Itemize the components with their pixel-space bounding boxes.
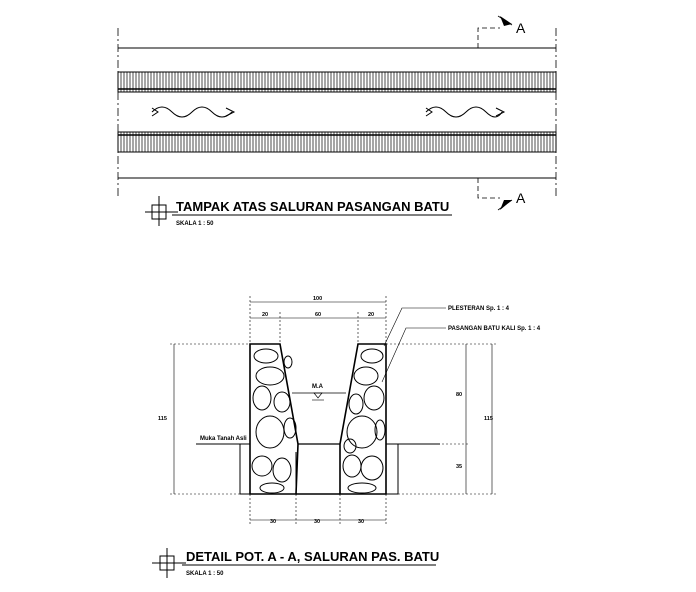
- section-mark-top: A: [516, 20, 526, 36]
- water-level-icon: [314, 393, 322, 398]
- dim-top-total: 100: [313, 296, 323, 302]
- plan-scale: SKALA 1 : 50: [176, 221, 214, 227]
- dim-right-upper: 80: [456, 392, 463, 398]
- dim-bottom-left: 30: [270, 519, 277, 525]
- top-dimension: [250, 296, 386, 344]
- section-mark-bottom: A: [516, 190, 526, 206]
- dim-top-mid: 60: [315, 312, 322, 318]
- section-scale: SKALA 1 : 50: [186, 571, 224, 577]
- plan-view: [118, 16, 556, 227]
- dim-top-left: 20: [262, 312, 269, 318]
- section-cut-line-bottom: [478, 178, 500, 198]
- title-marker-icon: [145, 196, 178, 226]
- plan-title: TAMPAK ATAS SALURAN PASANGAN BATU: [176, 199, 450, 214]
- dim-right-height: 115: [484, 416, 493, 422]
- title-marker-icon: [152, 548, 186, 578]
- left-dimension: [170, 344, 250, 494]
- callout-leader-masonry: [382, 328, 446, 382]
- section-title: DETAIL POT. A - A, SALURAN PAS. BATU: [186, 549, 440, 564]
- water-level-label: M.A: [312, 384, 323, 390]
- dim-bottom-mid: 30: [314, 519, 321, 525]
- dim-right-lower: 35: [456, 464, 463, 470]
- right-masonry-wall: [340, 344, 386, 494]
- right-dimension: [386, 344, 496, 494]
- callout-masonry: PASANGAN BATU KALI Sp. 1 : 4: [448, 326, 541, 332]
- section-view: [152, 296, 541, 578]
- callout-plaster: PLESTERAN Sp. 1 : 4: [448, 306, 510, 312]
- flow-arrow-icon: [152, 107, 234, 117]
- ground-label: Muka Tanah Asli: [200, 436, 247, 442]
- callout-leader-plaster: [384, 308, 446, 346]
- section-cut-line-top: [478, 28, 500, 48]
- dim-left-height: 115: [158, 416, 167, 422]
- dim-bottom-right: 30: [358, 519, 365, 525]
- flow-arrow-icon: [426, 107, 504, 117]
- dim-top-right: 20: [368, 312, 375, 318]
